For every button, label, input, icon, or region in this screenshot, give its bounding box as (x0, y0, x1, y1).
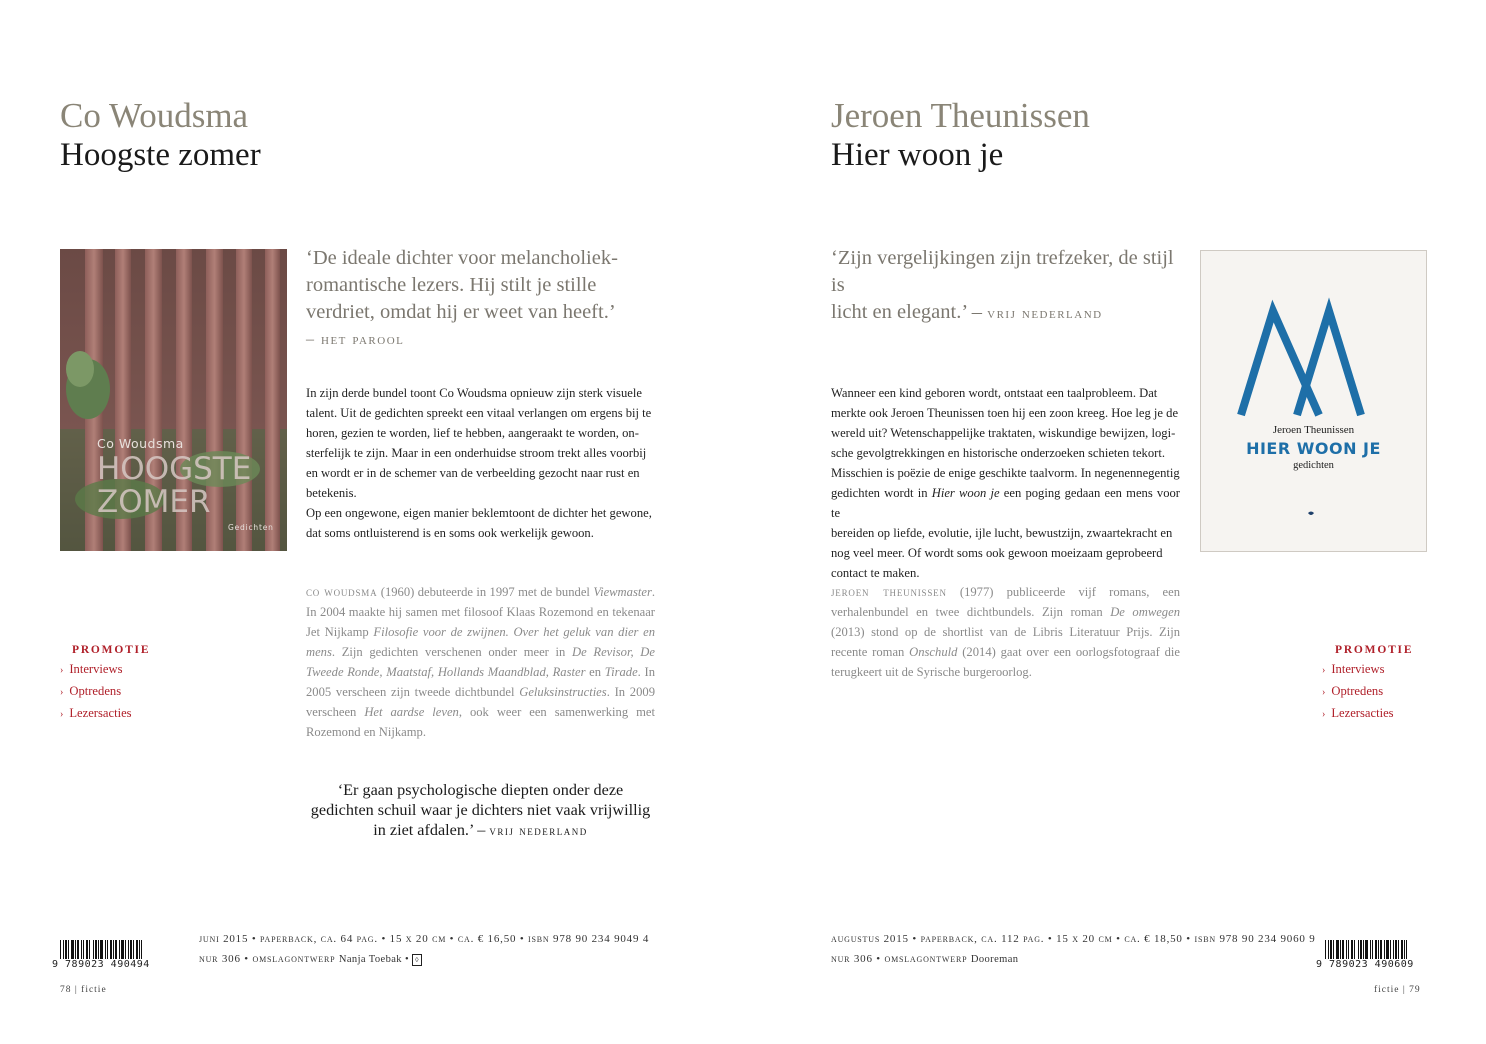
left-quote-line: ‘De ideale dichter voor melancholiek- (306, 247, 618, 269)
promotion-item-label: Interviews (69, 662, 123, 676)
body-line: Wanneer een kind geboren wordt, ontstaat een taalprobleem. Dat (831, 386, 1158, 400)
barcode-bars (60, 940, 150, 959)
bio-work-title: Onschuld (909, 645, 958, 659)
bio-text: . In 2004 maakte hij samen met filosoof Klaas Rozemond en tekenaar Jet Nijkamp (306, 585, 655, 639)
bio-text: . In 2009 verscheen (306, 685, 655, 719)
left-quote-line: verdriet, omdat hij er weet van heeft.’ (306, 301, 616, 323)
left-book-title: Hoogste zomer (60, 137, 261, 173)
right-cover-author: Jeroen Theunissen (1272, 424, 1355, 436)
promotion-heading: PROMOTIE (1335, 644, 1414, 656)
bottom-quote-line: gedichten schuil waar je dichters niet vaak vrijwillig (310, 801, 651, 819)
bio-text: , ook weer een samenwerking met Rozemond en Nijkamp. (306, 705, 655, 739)
right-author-name: Jeroen Theunissen (831, 96, 1090, 135)
barcode-digits: 9 789023 490494 (52, 959, 150, 970)
body-line: Op een ongewone, eigen manier beklemtoont de dichter het gewone, (306, 506, 652, 520)
bottom-quote-source: vrij nederland (489, 823, 588, 838)
left-bottom-quote (306, 780, 655, 841)
details-line: juni 2015 • paperback, ca. 64 pag. • 15 x 20 cm • ca. € 16,50 • isbn 978 90 234 9049 4 (199, 933, 650, 945)
promotion-item-label: Lezersacties (1331, 706, 1394, 720)
body-line: sterfelijk te zijn. Maar in een onderhuidse stroom trekt alles voorbij (306, 446, 647, 460)
left-cover-author: Co Woudsma (97, 436, 184, 451)
bio-author-name: jeroen theunissen (831, 585, 947, 599)
right-cover-title: HIER WOON JE (1246, 439, 1381, 458)
bio-magazine-titles: De Revisor, De Tweede Ronde, Maatstaf, Hollands Maandblad, Raster (306, 645, 655, 679)
chevron-right-icon: › (60, 665, 64, 676)
chevron-right-icon: › (60, 687, 64, 698)
body-line: bereiden op liefde, evolutie, ijle lucht, bewustzijn, zwaartekracht en (831, 526, 1173, 540)
left-cover-title (97, 453, 251, 519)
body-text: gedichten wordt in (831, 486, 932, 500)
left-description (306, 383, 655, 543)
right-promotion (1322, 644, 1413, 725)
bio-text: . In 2005 verscheen zijn tweede dichtbundel (306, 665, 655, 699)
cover-designer: Dooreman (970, 954, 1019, 965)
promotion-item-interviews[interactable] (60, 659, 150, 681)
promotion-item-optredens[interactable] (60, 681, 150, 703)
promotion-heading: PROMOTIE (72, 644, 151, 656)
right-author-bio (831, 582, 1180, 682)
bio-work-title: Het aardse leven (364, 705, 459, 719)
barcode-bars (1325, 940, 1414, 959)
promotion-item-label: Interviews (1331, 662, 1385, 676)
promotion-item-optredens[interactable] (1322, 681, 1413, 703)
right-book-details (831, 929, 1316, 970)
body-text: een poging gedaan een mens voor te (831, 486, 1181, 520)
left-book-cover (60, 249, 287, 551)
bottom-quote-line: ‘Er gaan psychologische diepten onder deze (337, 781, 624, 799)
bio-work-title: Geluksinstructies (519, 685, 607, 699)
left-quote (306, 245, 651, 353)
chevron-right-icon: › (1322, 709, 1326, 720)
left-cover-subtitle: Gedichten (228, 523, 274, 532)
promotion-item-label: Lezersacties (69, 706, 132, 720)
promotion-item-lezersacties[interactable] (1322, 703, 1413, 725)
body-line: nog veel meer. Of wordt soms ook gewoon moeizaam geprobeerd (831, 546, 1163, 560)
right-quote (831, 245, 1186, 327)
right-quote-source: vrij nederland (987, 305, 1103, 322)
body-line: horen, gezien te worden, lief te hebben, aangeraakt te worden, on- (306, 426, 639, 440)
book-title-inline: Hier woon je (931, 486, 1000, 500)
left-quote-source: – het parool (306, 331, 405, 348)
details-line: nur 306 • omslagontwerp (199, 953, 339, 965)
barcode-digits: 9 789023 490609 (1316, 959, 1414, 970)
left-folio: 78 | fictie (60, 985, 107, 995)
bio-text: (2013) stond op de shortlist van de Libris Literatuur Prijs. Zijn recente roman (831, 625, 1180, 659)
body-line: wereld uit? Wetenschappelijke traktaten, wiskundige bewijzen, logi- (831, 426, 1176, 440)
body-line: dat soms ontluisterend is en soms ook werkelijk gewoon. (306, 526, 594, 540)
chevron-right-icon: › (60, 709, 64, 720)
bio-work-title: Filosofie voor de zwijnen. Over het geluk van dier en mens (306, 625, 655, 659)
bio-text: (1960) debuteerde in 1997 met de bundel (377, 585, 594, 599)
body-line: contact te maken. (831, 566, 920, 580)
bio-text: (2014) gaat over een oorlogsfotograaf die terugkeert uit de Syrische burgeroorlog. (831, 645, 1180, 679)
left-cover-title-line2: ZOMER (97, 484, 211, 520)
publisher-logo-icon: ◊ (412, 954, 422, 966)
right-quote-line: licht en elegant.’ – (831, 301, 988, 323)
promotion-item-lezersacties[interactable] (60, 703, 150, 725)
promotion-item-label: Optredens (69, 684, 122, 698)
chevron-right-icon: › (1322, 665, 1326, 676)
cover-designer: Nanja Toebak • (338, 954, 413, 965)
left-quote-line: romantische lezers. Hij stilt je stille (306, 274, 597, 296)
details-line: augustus 2015 • paperback, ca. 112 pag. • 15 x 20 cm • ca. € 18,50 • isbn 978 90 234 9060 9 (831, 933, 1316, 945)
body-line: merkte ook Jeroen Theunissen toen hij een zoon kreeg. Hoe leg je de (831, 406, 1179, 420)
left-cover-title-line1: HOOGSTE (97, 451, 252, 487)
body-line: en wordt er in de schemer van de verbeelding gezocht naar rust en (306, 466, 640, 480)
bio-work-title: Viewmaster (593, 585, 652, 599)
bio-work-title: De omwegen (1110, 605, 1180, 619)
bio-author-name: co woudsma (306, 585, 378, 599)
right-cover-subtitle: gedichten (1293, 460, 1334, 471)
right-quote-line: ‘Zijn vergelijkingen zijn trefzeker, de stijl is (831, 247, 1174, 296)
promotion-item-interviews[interactable] (1322, 659, 1413, 681)
left-book-details (199, 929, 649, 970)
body-line: In zijn derde bundel toont Co Woudsma opnieuw zijn sterk visuele (306, 386, 642, 400)
body-line: sche gevolgtrekkingen en historische onderzoeken schieten tekort. (831, 446, 1165, 460)
body-line: Misschien is poëzie de enige geschikte taalvorm. In negenennegentig (831, 466, 1180, 480)
right-folio: fictie | 79 (1374, 985, 1421, 995)
promotion-item-label: Optredens (1331, 684, 1384, 698)
bio-text: en (585, 665, 605, 679)
right-cover-logo-mark (1201, 251, 1426, 551)
body-line (831, 483, 1180, 523)
right-description (831, 383, 1180, 583)
bio-text: (1977) publiceerde vijf romans, een verhalenbundel en twee dichtbundels. Zijn roman (831, 585, 1180, 619)
details-line: nur 306 • omslagontwerp (831, 953, 971, 965)
right-book-cover (1200, 250, 1427, 552)
body-line: betekenis. (306, 486, 357, 500)
left-author-bio (306, 582, 655, 742)
body-line: talent. Uit de gedichten spreekt een vitaal verlangen om ergens bij te (306, 406, 652, 420)
bottom-quote-line: in ziet afdalen.’ – (373, 821, 490, 839)
bio-magazine-title: Tirade (604, 665, 638, 679)
left-author-name: Co Woudsma (60, 96, 249, 135)
chevron-right-icon: › (1322, 687, 1326, 698)
left-isbn-barcode (52, 940, 150, 970)
right-isbn-barcode (1316, 940, 1414, 970)
left-promotion (60, 644, 150, 725)
right-book-title: Hier woon je (831, 137, 1004, 173)
bio-text: . Zijn gedichten verschenen onder meer in (331, 645, 573, 659)
